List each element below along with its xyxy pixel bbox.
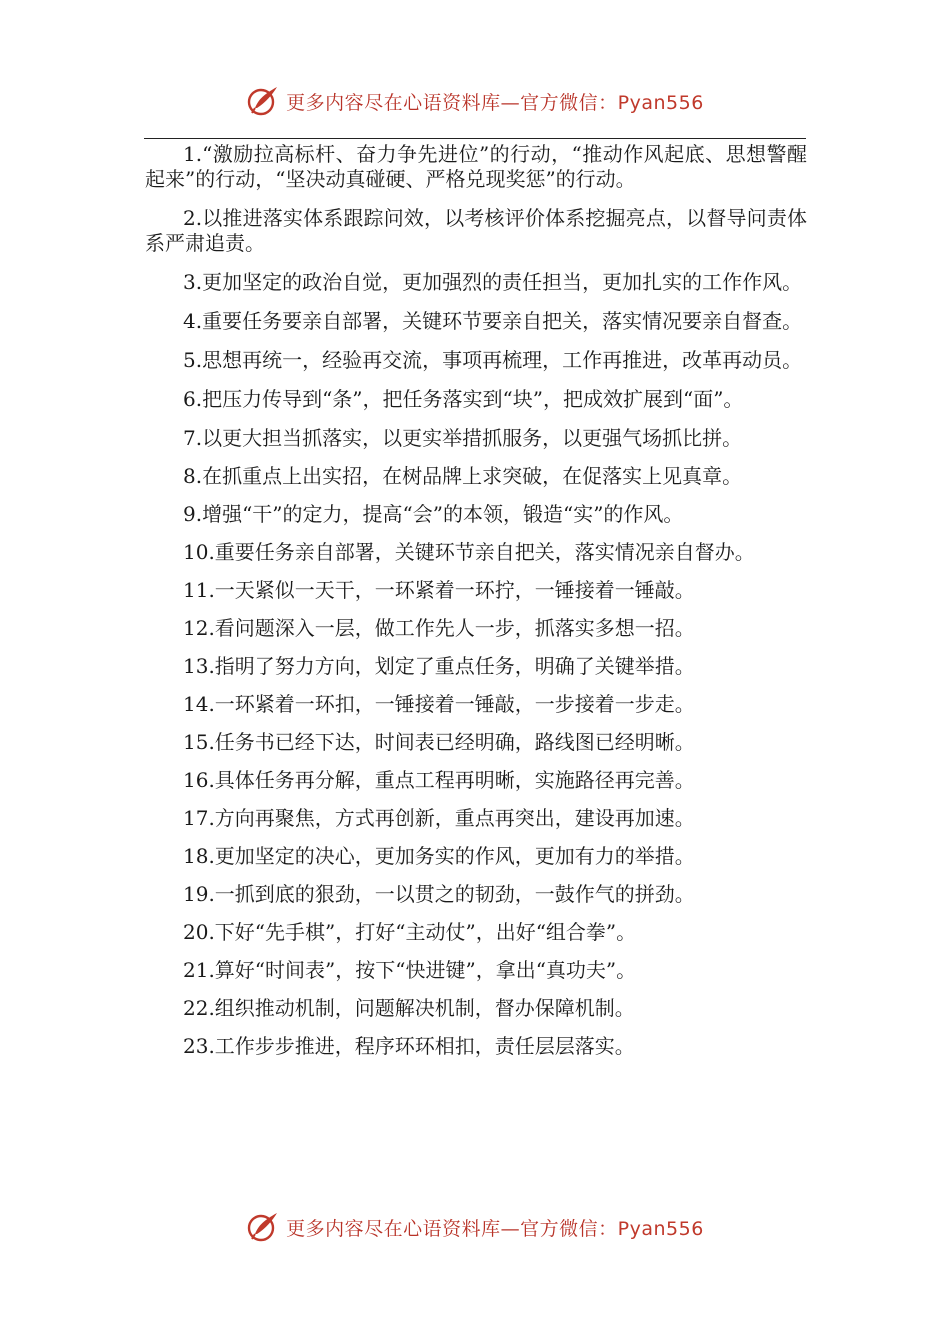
list-item-15: 15.任务书已经下达，时间表已经明确，路线图已经明晰。	[183, 730, 695, 754]
quill-seal-icon	[246, 1210, 280, 1244]
watermark-text: 更多内容尽在心语资料库—官方微信：Pyan556	[286, 1217, 704, 1240]
quill-seal-icon	[246, 84, 280, 118]
watermark-header	[0, 84, 950, 118]
list-item-23: 23.工作步步推进，程序环环相扣，责任层层落实。	[183, 1034, 635, 1058]
list-item-19: 19.一抓到底的狠劲，一以贯之的韧劲，一鼓作气的拼劲。	[183, 882, 695, 906]
list-item-7: 7.以更大担当抓落实，以更实举措抓服务，以更强气场抓比拼。	[183, 426, 743, 450]
list-item-16: 16.具体任务再分解，重点工程再明晰，实施路径再完善。	[183, 768, 695, 792]
watermark-text: 更多内容尽在心语资料库—官方微信：Pyan556	[286, 91, 704, 114]
list-item-14: 14.一环紧着一环扣，一锤接着一锤敲，一步接着一步走。	[183, 692, 695, 716]
list-item-8: 8.在抓重点上出实招，在树品牌上求突破，在促落实上见真章。	[183, 464, 743, 488]
watermark-footer	[0, 1210, 950, 1244]
list-item-2: 2.以推进落实体系跟踪问效，以考核评价体系挖掘亮点，以督导问责体系严肃追责。	[145, 206, 807, 255]
list-item-1: 1.“激励拉高标杆、奋力争先进位”的行动，“推动作风起底、思想警醒起来”的行动，“坚决动真碰硬、严格兑现奖惩”的行动。	[145, 142, 807, 191]
header-rule	[144, 138, 806, 139]
list-item-13: 13.指明了努力方向，划定了重点任务，明确了关键举措。	[183, 654, 695, 678]
list-item-12: 12.看问题深入一层，做工作先人一步，抓落实多想一招。	[183, 616, 695, 640]
list-item-10: 10.重要任务亲自部署，关键环节亲自把关，落实情况亲自督办。	[183, 540, 755, 564]
list-item-3: 3.更加坚定的政治自觉，更加强烈的责任担当，更加扎实的工作作风。	[183, 270, 803, 294]
list-item-21: 21.算好“时间表”，按下“快进键”，拿出“真功夫”。	[183, 958, 637, 982]
list-item-20: 20.下好“先手棋”，打好“主动仗”，出好“组合拳”。	[183, 920, 637, 944]
list-item-9: 9.增强“干”的定力，提高“会”的本领，锻造“实”的作风。	[183, 502, 684, 526]
list-item-5: 5.思想再统一，经验再交流，事项再梳理，工作再推进，改革再动员。	[183, 348, 803, 372]
document-body	[145, 142, 807, 1072]
list-item-18: 18.更加坚定的决心，更加务实的作风，更加有力的举措。	[183, 844, 695, 868]
list-item-17: 17.方向再聚焦，方式再创新，重点再突出，建设再加速。	[183, 806, 695, 830]
list-item-22: 22.组织推动机制，问题解决机制，督办保障机制。	[183, 996, 635, 1020]
list-item-4: 4.重要任务要亲自部署，关键环节要亲自把关，落实情况要亲自督查。	[183, 309, 803, 333]
list-item-11: 11.一天紧似一天干，一环紧着一环拧，一锤接着一锤敲。	[183, 578, 695, 602]
list-item-6: 6.把压力传导到“条”，把任务落实到“块”，把成效扩展到“面”。	[183, 387, 744, 411]
